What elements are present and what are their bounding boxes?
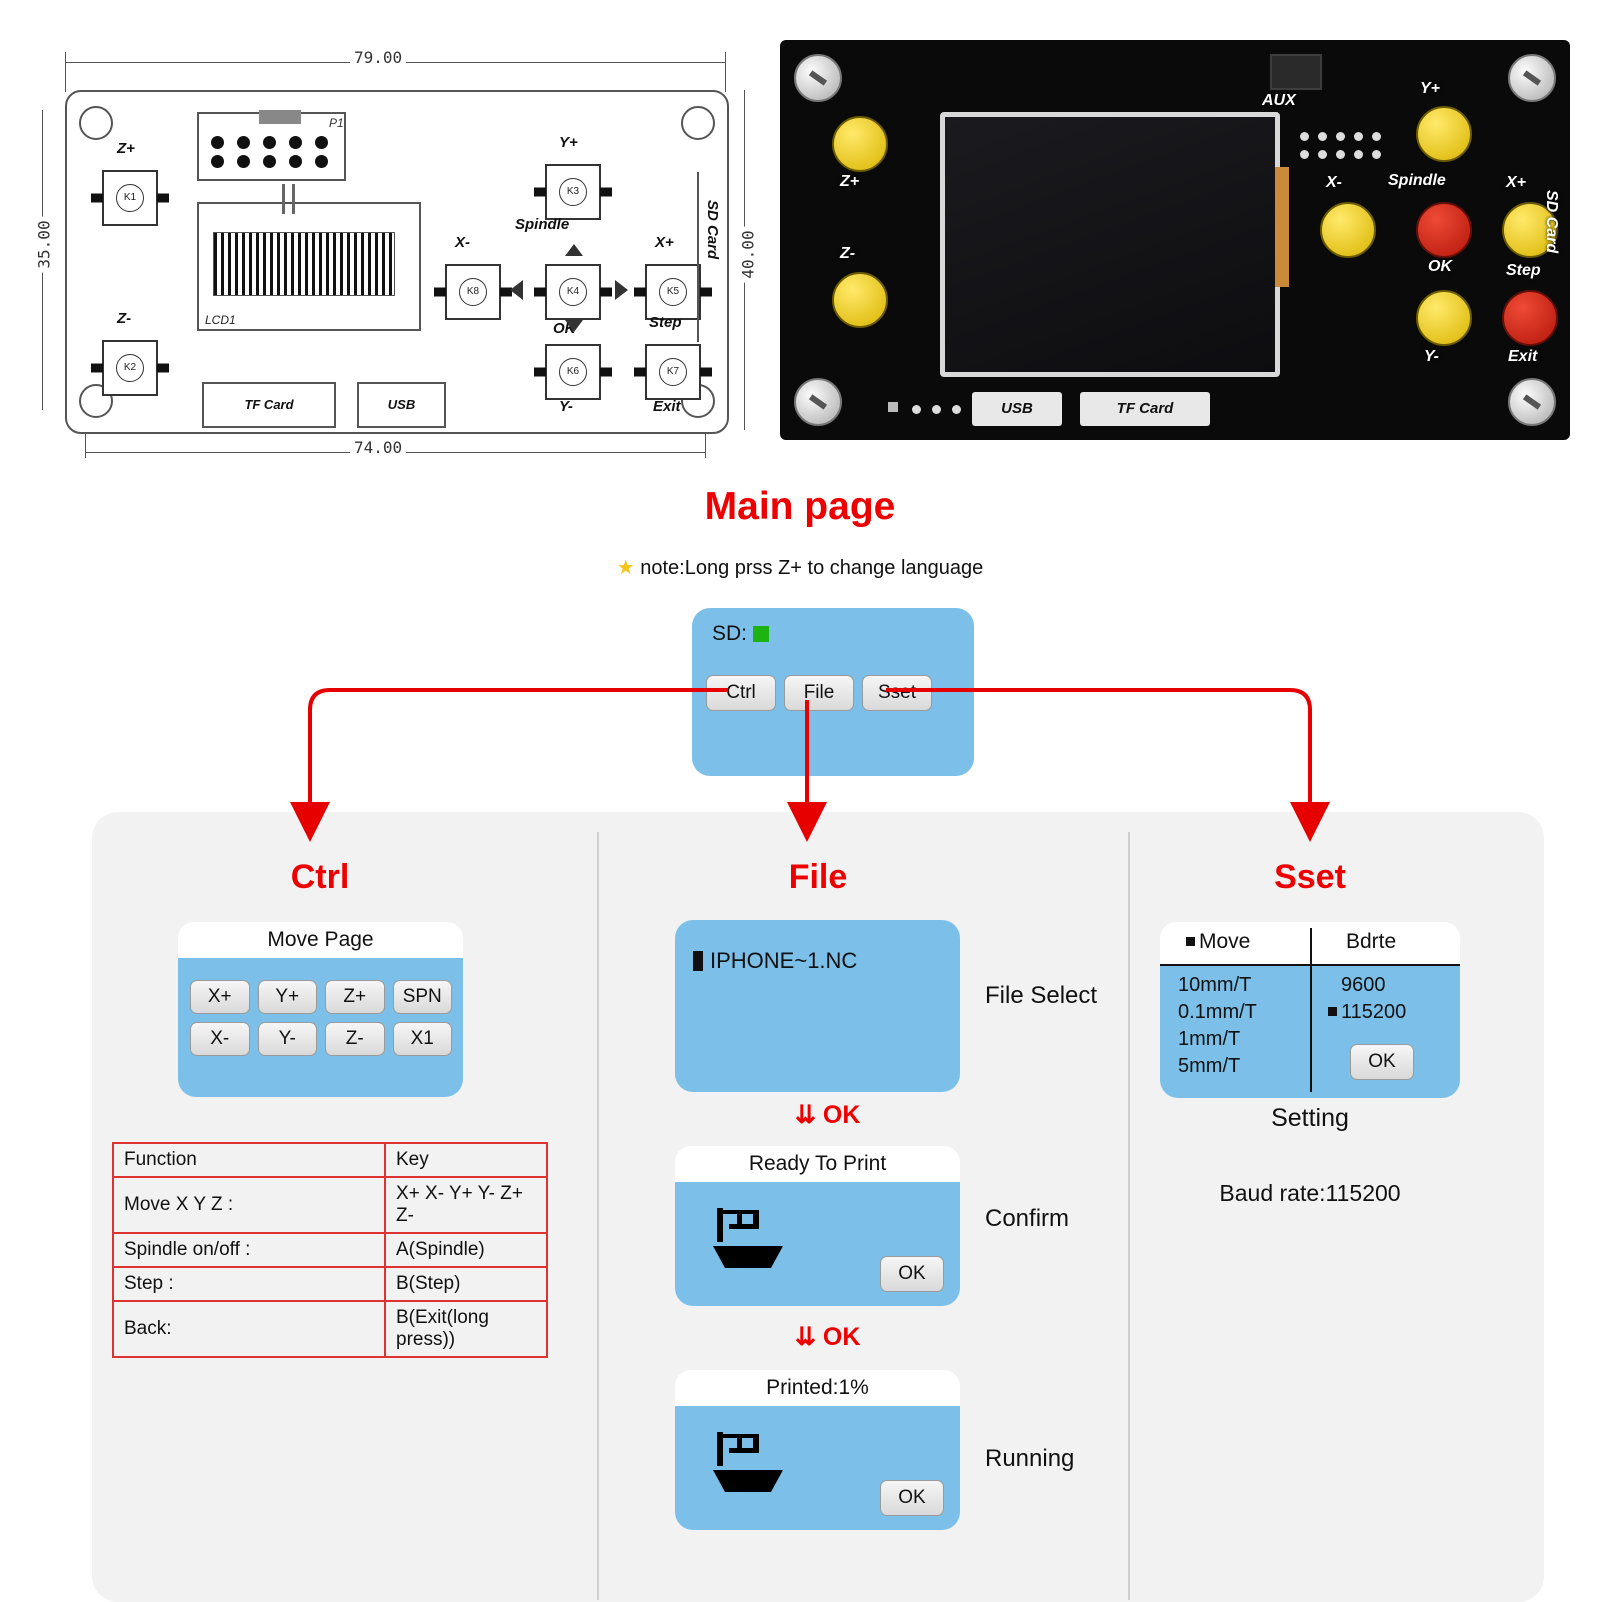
move-page-screen <box>178 922 463 1097</box>
tf-card-connector: TF Card <box>202 382 336 428</box>
move-key-grid <box>190 980 452 1056</box>
aux-label: AUX <box>1262 92 1296 109</box>
file-list-item[interactable] <box>693 948 857 974</box>
sset-column-title: Sset <box>1274 858 1346 896</box>
usb-connector: USB <box>357 382 446 428</box>
main-page-screen <box>692 608 974 776</box>
step-arrow-ok-2 <box>795 1322 860 1352</box>
dim-height-left: 35.00 <box>35 216 54 272</box>
switch-k8-label: X- <box>455 234 470 251</box>
ok-down-arrow-icon <box>565 320 583 332</box>
switch-k6 <box>545 344 601 400</box>
switch-k1 <box>102 170 158 226</box>
sd-status-row <box>712 622 769 646</box>
printing-screen <box>675 1370 960 1530</box>
row-spindle-function: Spindle on/off : <box>113 1233 385 1267</box>
move-option-5mm[interactable]: 5mm/T <box>1178 1055 1241 1077</box>
sset-button[interactable]: Sset <box>862 675 932 711</box>
switch-k2-ref: K2 <box>116 354 144 382</box>
move-key-x-plus[interactable]: X+ <box>190 980 250 1014</box>
switch-k2-label: Z- <box>117 310 132 327</box>
photo-label-x-minus: X- <box>1326 174 1342 191</box>
screw-tr <box>1508 54 1556 102</box>
row-step-function: Step : <box>113 1267 385 1301</box>
aux-connector <box>1270 54 1322 90</box>
file-name: IPHONE~1.NC <box>710 948 858 973</box>
sd-card-slot-label: SD Card <box>704 200 721 260</box>
cursor-icon <box>693 951 703 971</box>
p1-header <box>197 112 346 181</box>
move-key-y-plus[interactable]: Y+ <box>258 980 318 1014</box>
photo-button-spindle-ok[interactable] <box>1416 202 1472 258</box>
screw-br <box>1508 378 1556 426</box>
switch-k7 <box>645 344 701 400</box>
setting-caption: Setting <box>1271 1104 1349 1132</box>
row-move-key: X+ X- Y+ Y- Z+ Z- <box>385 1177 547 1233</box>
switch-k8 <box>445 264 501 320</box>
switch-k6-ref: K6 <box>559 358 587 386</box>
ready-to-print-screen <box>675 1146 960 1306</box>
x-plus-arrow-icon <box>615 280 628 300</box>
setting-header-bdrte: Bdrte <box>1346 930 1397 953</box>
dim-width-bottom: 74.00 <box>350 438 406 457</box>
header-key: Key <box>385 1143 547 1177</box>
setting-ok-button[interactable]: OK <box>1350 1044 1414 1080</box>
switch-k4-label-ok: OK <box>553 320 576 337</box>
lcd-pins <box>213 232 395 296</box>
main-page-buttons <box>706 675 932 711</box>
note-label: note:Long prss Z+ to change language <box>640 557 984 579</box>
sd-status-indicator <box>753 626 769 642</box>
switch-k5 <box>645 264 701 320</box>
table-row <box>113 1301 547 1357</box>
switch-k5-label: X+ <box>655 234 674 251</box>
switch-k6-label: Y- <box>559 398 573 415</box>
divider-1 <box>597 832 599 1600</box>
row-step-key: B(Step) <box>385 1267 547 1301</box>
switch-k7-label-step: Step <box>649 314 682 331</box>
ready-ok-button[interactable]: OK <box>880 1256 944 1292</box>
switch-k3-label: Y+ <box>559 134 578 151</box>
file-button[interactable]: File <box>784 675 854 711</box>
photo-label-exit: Exit <box>1508 348 1538 365</box>
lcd-display <box>940 112 1280 377</box>
switch-k1-ref: K1 <box>116 184 144 212</box>
switch-k4 <box>545 264 601 320</box>
photo-button-y-minus[interactable] <box>1416 290 1472 346</box>
row-move-function: Move X Y Z : <box>113 1177 385 1233</box>
photo-label-z-plus: Z+ <box>840 173 860 190</box>
move-key-z-plus[interactable]: Z+ <box>325 980 385 1014</box>
mount-hole-tr <box>681 106 715 140</box>
mechanical-drawing <box>20 20 760 470</box>
move-step-options <box>1178 972 1257 1080</box>
lcd-flex-trace <box>282 184 285 214</box>
photo-label-z-minus: Z- <box>840 245 856 262</box>
lcd-footprint <box>197 202 421 331</box>
switch-k5-ref: K5 <box>659 278 687 306</box>
printer-icon <box>709 1198 795 1272</box>
row-back-key: B(Exit(long press)) <box>385 1301 547 1357</box>
step2-ok-label: OK <box>822 1323 861 1351</box>
ctrl-button[interactable]: Ctrl <box>706 675 776 711</box>
photo-label-sd-card: SD Card <box>1543 190 1560 254</box>
mount-hole-tl <box>79 106 113 140</box>
arrow-to-ctrl <box>310 690 728 822</box>
switch-k7-ref: K7 <box>659 358 687 386</box>
baud-selected-marker-icon <box>1328 1007 1337 1016</box>
switch-k1-label: Z+ <box>117 140 135 157</box>
switch-k3 <box>545 164 601 220</box>
lcd-flex-trace-2 <box>292 184 295 214</box>
sd-label: SD: <box>712 622 748 645</box>
file-select-screen <box>675 920 960 1092</box>
move-option-0.1mm[interactable]: 0.1mm/T <box>1178 1001 1257 1023</box>
photo-button-z-minus[interactable] <box>832 272 888 328</box>
switch-k8-ref: K8 <box>459 278 487 306</box>
dim-height-right: 40.00 <box>739 226 758 282</box>
ctrl-column-title: Ctrl <box>290 858 350 896</box>
setting-column-divider <box>1310 928 1312 1092</box>
photo-label-x-plus: X+ <box>1506 174 1527 191</box>
hardware-reference-row <box>0 0 1600 470</box>
selected-marker-icon <box>1186 937 1195 946</box>
photo-pad-square <box>888 402 898 412</box>
p1-pin-dots <box>211 136 331 168</box>
divider-2 <box>1128 832 1130 1600</box>
photo-button-x-minus[interactable] <box>1320 202 1376 258</box>
baud-option-115200-label: 115200 <box>1341 1001 1407 1023</box>
switch-k3-ref: K3 <box>559 178 587 206</box>
photo-tf-card-connector: TF Card <box>1080 392 1210 426</box>
running-caption: Running <box>985 1445 1075 1472</box>
setting-header-move <box>1186 930 1250 954</box>
double-down-arrow-icon: ⇊ <box>795 1101 816 1129</box>
move-key-z-minus[interactable]: Z- <box>325 1022 385 1056</box>
file-select-caption: File Select <box>985 982 1098 1009</box>
move-option-1mm[interactable]: 1mm/T <box>1178 1028 1241 1050</box>
table-row <box>113 1233 547 1267</box>
setting-header-move-label: Move <box>1199 930 1251 953</box>
double-down-arrow-icon-2: ⇊ <box>795 1323 816 1351</box>
p1-label: P1 <box>329 116 344 130</box>
photo-label-step: Step <box>1506 262 1541 279</box>
spindle-up-arrow-icon <box>565 244 583 256</box>
photo-label-spindle: Spindle <box>1388 172 1446 189</box>
move-key-y-minus[interactable]: Y- <box>258 1022 318 1056</box>
step1-ok-label: OK <box>822 1101 861 1129</box>
dim-ext-left-top <box>65 52 66 92</box>
photo-usb-connector: USB <box>972 392 1062 426</box>
move-key-x1[interactable]: X1 <box>393 1022 453 1056</box>
star-icon: ★ <box>616 557 635 579</box>
move-page-header: Move Page <box>178 922 463 958</box>
header-function: Function <box>113 1143 385 1177</box>
screw-tl <box>794 54 842 102</box>
page-title: Main page <box>704 485 896 528</box>
setting-screen <box>1160 922 1460 1098</box>
move-key-spn[interactable]: SPN <box>393 980 453 1014</box>
switch-k7-label-exit: Exit <box>653 398 681 415</box>
photo-label-y-plus: Y+ <box>1420 80 1441 97</box>
baud-option-115200[interactable] <box>1328 999 1406 1026</box>
row-spindle-key: A(Spindle) <box>385 1233 547 1267</box>
step-arrow-ok-1 <box>795 1100 860 1130</box>
photo-button-z-plus[interactable] <box>832 116 888 172</box>
photo-label-ok: OK <box>1428 258 1452 275</box>
board-photo <box>780 40 1570 440</box>
table-row <box>113 1177 547 1233</box>
x-minus-arrow-icon <box>510 280 523 300</box>
function-key-table <box>112 1142 548 1358</box>
baud-option-9600[interactable]: 9600 <box>1341 974 1386 996</box>
switch-k2 <box>102 340 158 396</box>
file-column-title: File <box>788 858 848 896</box>
p1-pad <box>259 110 301 124</box>
baud-options <box>1328 972 1406 1026</box>
photo-button-y-plus[interactable] <box>1416 106 1472 162</box>
lcd-label: LCD1 <box>205 313 236 327</box>
move-key-x-minus[interactable]: X- <box>190 1022 250 1056</box>
note-text <box>0 555 1600 580</box>
table-row <box>113 1267 547 1301</box>
board-outline <box>65 90 729 434</box>
row-back-function: Back: <box>113 1301 385 1357</box>
screw-bl <box>794 378 842 426</box>
switch-k4-ref: K4 <box>559 278 587 306</box>
confirm-caption: Confirm <box>985 1205 1070 1232</box>
move-option-10mm[interactable]: 10mm/T <box>1178 974 1252 996</box>
baud-rate-note: Baud rate:115200 <box>1219 1180 1401 1206</box>
photo-button-step-exit[interactable] <box>1502 290 1558 346</box>
printing-ok-button[interactable]: OK <box>880 1480 944 1516</box>
sd-card-edge <box>697 172 699 342</box>
printer-icon-running <box>709 1422 795 1496</box>
ready-header: Ready To Print <box>675 1146 960 1182</box>
dim-ext-right-top <box>725 52 726 92</box>
dim-width-top: 79.00 <box>350 48 406 67</box>
table-header-row <box>113 1143 547 1177</box>
switch-k4-label-spindle: Spindle <box>515 216 570 233</box>
printing-header: Printed:1% <box>675 1370 960 1406</box>
photo-label-y-minus: Y- <box>1424 348 1439 365</box>
